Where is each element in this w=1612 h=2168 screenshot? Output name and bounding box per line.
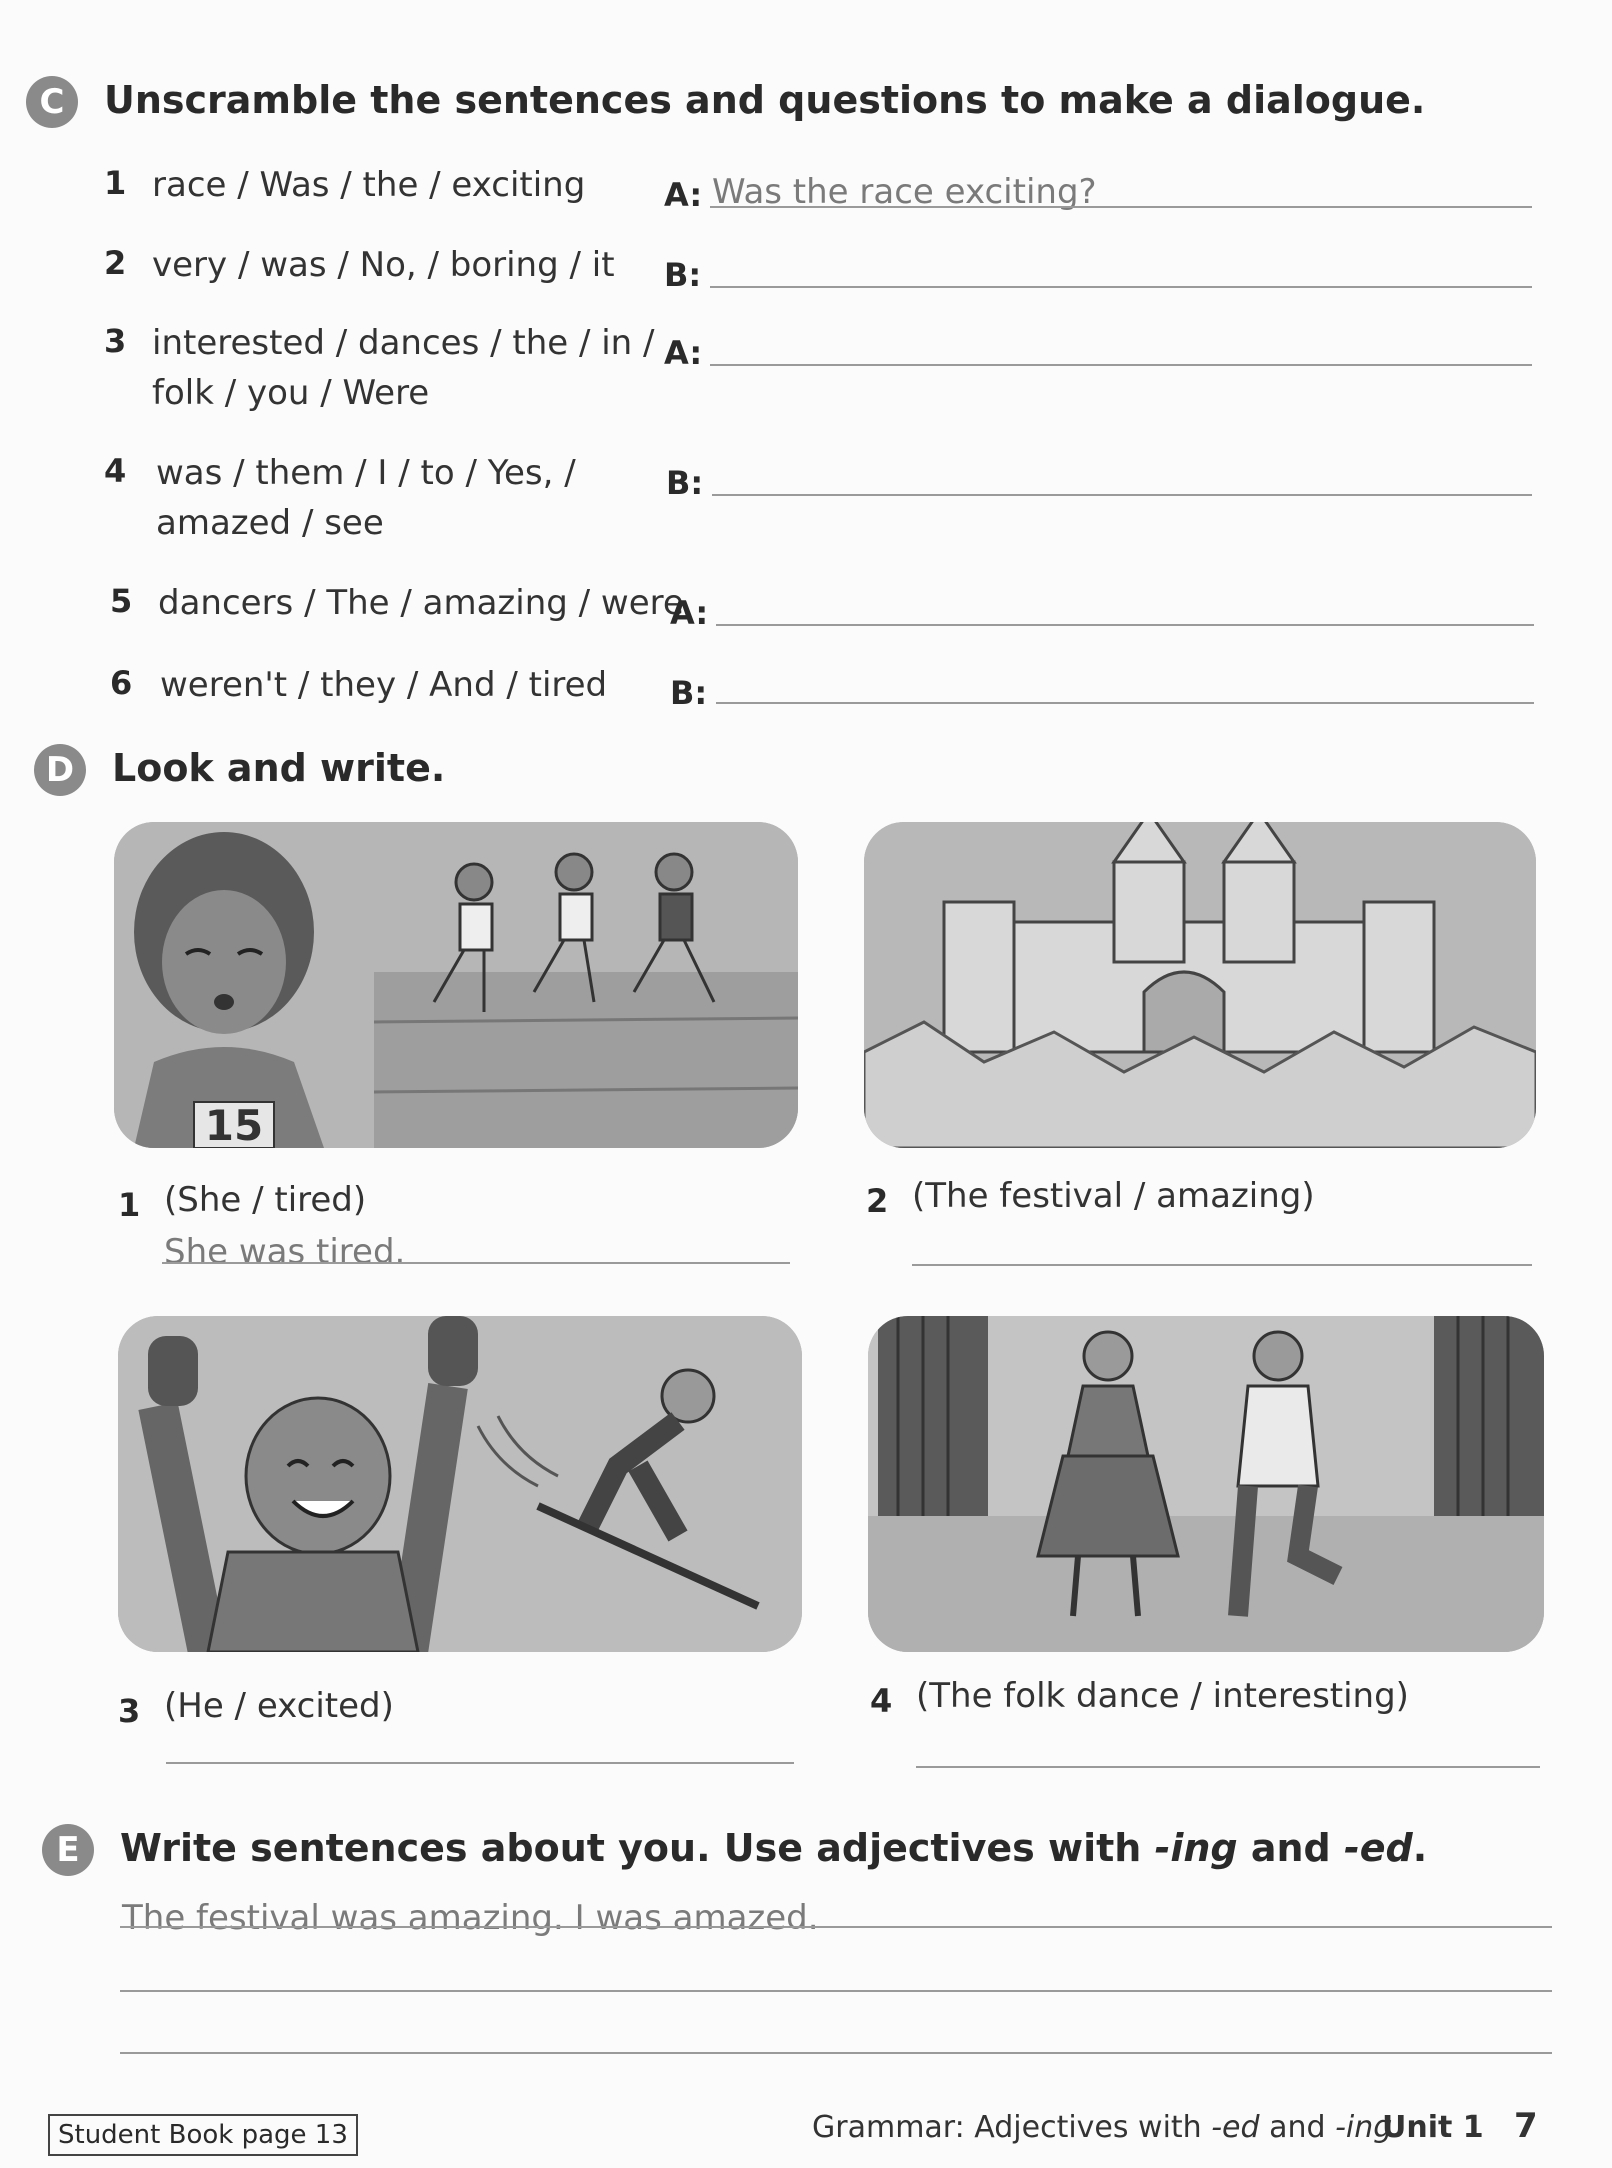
answer-text: Was the race exciting?	[712, 172, 1097, 212]
picture-folk-dancers	[868, 1316, 1544, 1652]
scrambled-words-cont: folk / you / Were	[152, 373, 430, 413]
speaker-label: A:	[664, 334, 703, 372]
section-e-badge: E	[42, 1824, 94, 1876]
picture-2-prompt: (The festival / amazing)	[912, 1176, 1315, 1216]
student-book-reference: Student Book page 13	[48, 2114, 358, 2156]
section-e-title-text: Write sentences about you. Use adjectives with	[120, 1826, 1155, 1870]
answer-line[interactable]	[712, 494, 1532, 496]
picture-1-answer: She was tired.	[164, 1232, 406, 1272]
section-e-title	[120, 1826, 1427, 1870]
scrambled-words-cont: amazed / see	[156, 503, 384, 543]
footer-topic-ing: -ing	[1335, 2110, 1393, 2145]
scrambled-words: interested / dances / the / in /	[152, 323, 655, 363]
item-number: 6	[110, 664, 133, 702]
scrambled-words: very / was / No, / boring / it	[152, 245, 615, 285]
picture-4-prompt: (The folk dance / interesting)	[916, 1676, 1409, 1716]
section-e-line-1[interactable]	[120, 1926, 1552, 1928]
section-e-line-3[interactable]	[120, 2052, 1552, 2054]
picture-3-number: 3	[118, 1692, 141, 1730]
picture-4-answer-line[interactable]	[916, 1766, 1540, 1768]
picture-1-prompt: (She / tired)	[164, 1180, 367, 1220]
footer-topic	[812, 2110, 1392, 2145]
item-number: 1	[104, 164, 127, 202]
footer-unit: Unit 1	[1382, 2110, 1484, 2145]
answer-line[interactable]	[716, 702, 1534, 704]
speaker-label: A:	[670, 594, 709, 632]
picture-3-prompt: (He / excited)	[164, 1686, 394, 1726]
item-number: 3	[104, 322, 127, 360]
section-c-title: Unscramble the sentences and questions to make a dialogue.	[104, 78, 1426, 122]
page-number: 7	[1514, 2106, 1538, 2146]
item-number: 2	[104, 244, 127, 282]
footer-topic-text: Grammar: Adjectives with	[812, 2110, 1212, 2145]
section-e-title-ing: -ing	[1154, 1826, 1238, 1870]
speaker-label: A:	[664, 176, 703, 214]
section-e-title-and: and	[1237, 1826, 1344, 1870]
speaker-label: B:	[666, 464, 704, 502]
item-number: 4	[104, 452, 127, 490]
picture-excited-boy	[118, 1316, 802, 1652]
section-e-answer-1: The festival was amazing. I was amazed.	[122, 1898, 819, 1938]
section-d-badge: D	[34, 744, 86, 796]
footer-topic-and: and	[1259, 2110, 1336, 2145]
runner-bib-number: 15	[204, 1101, 264, 1148]
picture-1-number: 1	[118, 1186, 141, 1224]
section-d-title: Look and write.	[112, 746, 446, 790]
scrambled-words: weren't / they / And / tired	[160, 665, 608, 705]
speaker-label: B:	[670, 674, 708, 712]
section-e-title-ed: -ed	[1343, 1826, 1413, 1870]
item-number: 5	[110, 582, 133, 620]
scrambled-words: dancers / The / amazing / were	[158, 583, 684, 623]
footer-topic-ed: -ed	[1211, 2110, 1260, 2145]
picture-sand-castle	[864, 822, 1536, 1148]
speaker-label: B:	[664, 256, 702, 294]
answer-line[interactable]	[710, 206, 1532, 208]
picture-tired-runner	[114, 822, 798, 1148]
section-e-title-end: .	[1412, 1826, 1428, 1870]
picture-2-answer-line[interactable]	[912, 1264, 1532, 1266]
answer-line[interactable]	[716, 624, 1534, 626]
scrambled-words: was / them / I / to / Yes, /	[156, 453, 576, 493]
scrambled-words: race / Was / the / exciting	[152, 165, 586, 205]
section-c-badge: C	[26, 76, 78, 128]
picture-2-number: 2	[866, 1182, 889, 1220]
picture-1-answer-line[interactable]	[162, 1262, 790, 1264]
section-e-line-2[interactable]	[120, 1990, 1552, 1992]
answer-line[interactable]	[710, 286, 1532, 288]
picture-3-answer-line[interactable]	[166, 1762, 794, 1764]
picture-4-number: 4	[870, 1682, 893, 1720]
answer-line[interactable]	[710, 364, 1532, 366]
